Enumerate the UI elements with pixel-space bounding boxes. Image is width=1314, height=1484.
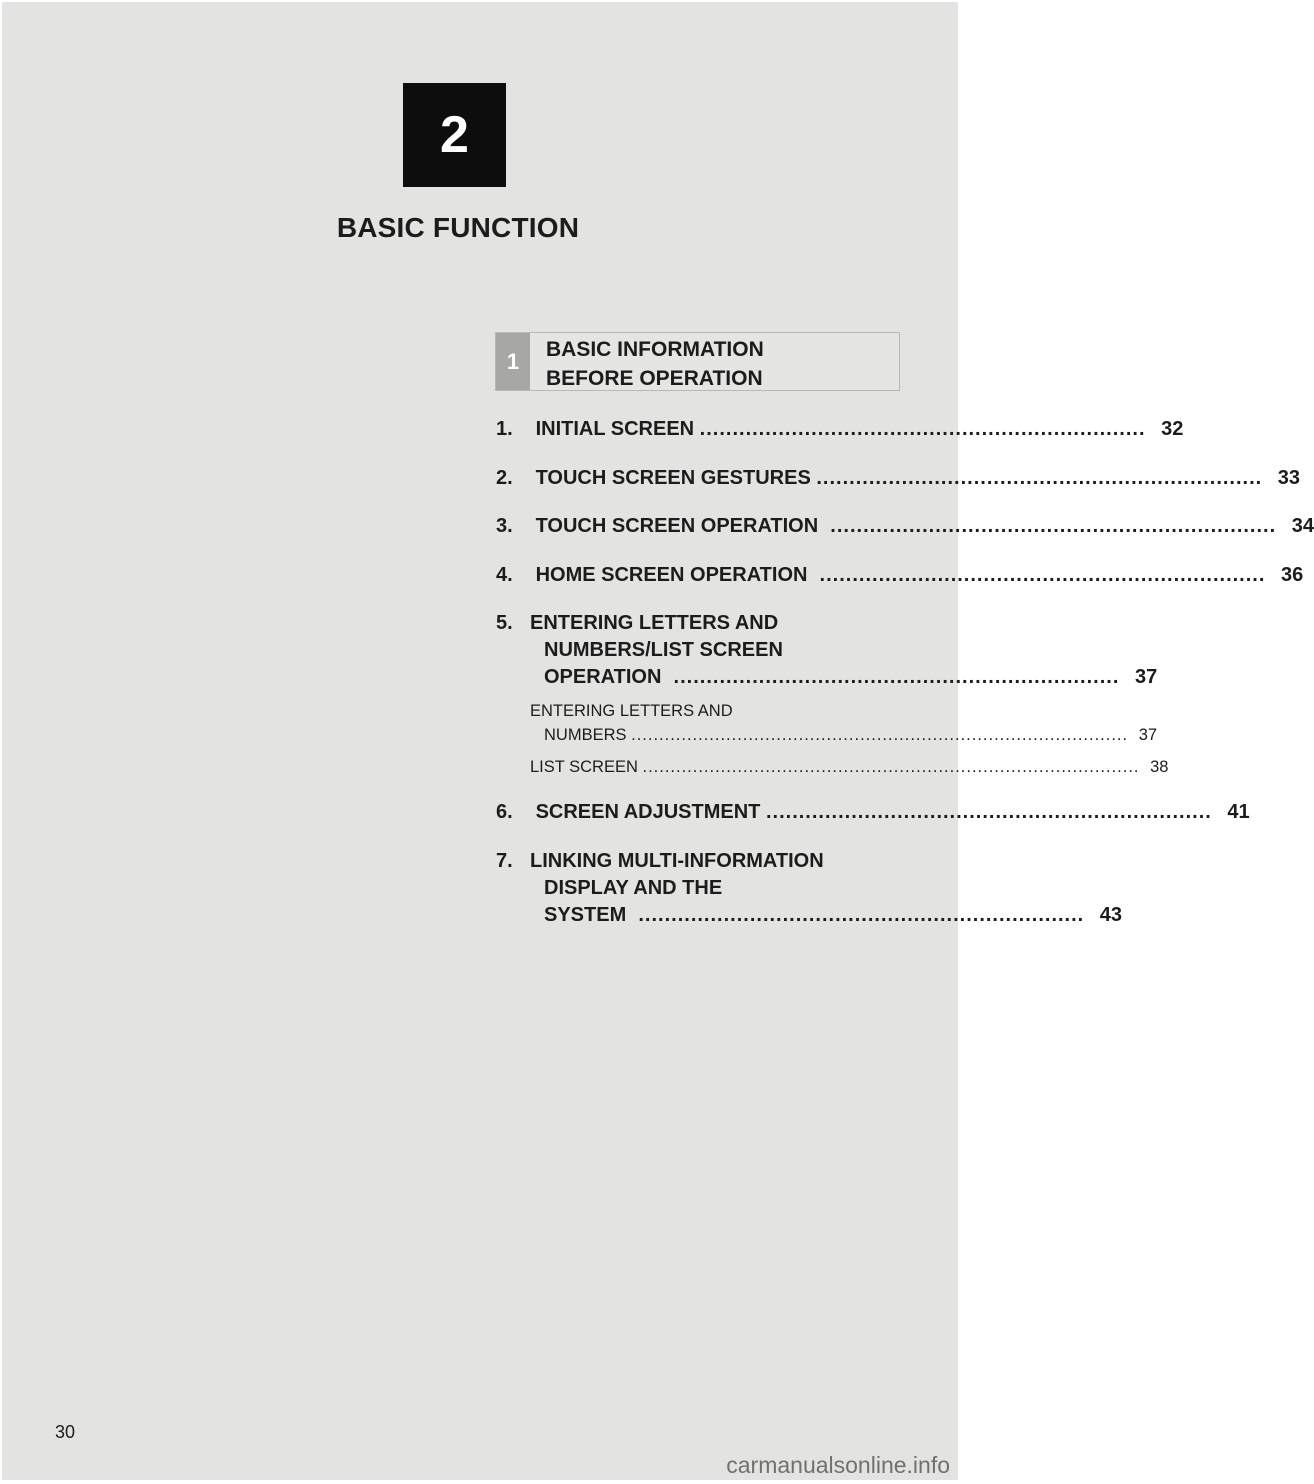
toc-entry-title: TOUCH SCREEN OPERATION bbox=[535, 515, 819, 537]
toc-subentry-entering-letters-and-numbers[interactable]: ENTERING LETTERS AND NUMBERS ......................................................................................... 37 bbox=[530, 699, 901, 747]
toc-entry-number: 2. bbox=[496, 467, 513, 489]
toc-entry-title: SCREEN ADJUSTMENT bbox=[535, 801, 761, 823]
section-header bbox=[495, 332, 900, 391]
toc-entry-title-cont: NUMBERS/LIST SCREEN bbox=[544, 639, 783, 661]
toc-entry-number: 3. bbox=[496, 515, 513, 537]
toc-entry-page: 34 bbox=[1291, 515, 1314, 537]
toc-entry-number: 7. bbox=[496, 850, 513, 872]
toc-entry-title-cont: DISPLAY AND THE bbox=[544, 877, 723, 899]
section-number: 1 bbox=[496, 333, 530, 390]
toc-entry-entering-letters[interactable]: 5. ENTERING LETTERS AND NUMBERS/LIST SCREEN OPERATION .................................................................... 37 bbox=[496, 612, 1158, 688]
chapter-number: 2 bbox=[440, 106, 469, 164]
toc-subentry-page: 37 bbox=[1138, 726, 1158, 744]
toc-entry-title-cont: OPERATION bbox=[544, 666, 662, 688]
toc-entry-page: 41 bbox=[1227, 801, 1250, 823]
toc-entry-title: HOME SCREEN OPERATION bbox=[535, 564, 808, 586]
toc-entry-touch-screen-operation[interactable]: 3. TOUCH SCREEN OPERATION .................................................................... 34 bbox=[496, 513, 901, 540]
toc-entry-number: 1. bbox=[496, 418, 513, 440]
toc-subentry-page: 38 bbox=[1150, 758, 1169, 776]
toc-entry-page: 43 bbox=[1099, 904, 1123, 926]
manual-page bbox=[2, 2, 1314, 1480]
section-title bbox=[546, 335, 764, 393]
toc-entry-touch-screen-gestures[interactable]: 2. TOUCH SCREEN GESTURES .................................................................... 33 bbox=[496, 465, 901, 492]
watermark-text: carmanualsonline.info bbox=[726, 1452, 950, 1478]
chapter-title: BASIC FUNCTION bbox=[336, 212, 580, 243]
toc-entry-title: INITIAL SCREEN bbox=[535, 418, 695, 440]
toc-entry-home-screen-operation[interactable]: 4. HOME SCREEN OPERATION .................................................................... 36 bbox=[496, 562, 901, 589]
toc-entry-page: 37 bbox=[1134, 666, 1158, 688]
section-title-line1: BASIC INFORMATION bbox=[546, 338, 764, 361]
toc-entry-page: 32 bbox=[1161, 418, 1184, 440]
toc-subentry-title-cont: NUMBERS bbox=[544, 726, 627, 744]
toc-entry-linking-multi-information[interactable]: 7. LINKING MULTI-INFORMATION DISPLAY AND THE SYSTEM .................................................................... 43 bbox=[496, 850, 1123, 926]
toc-entry-page: 36 bbox=[1280, 564, 1304, 586]
toc-subentry-list-screen[interactable]: LIST SCREEN ......................................................................................... 38 bbox=[530, 758, 1169, 776]
toc-entry-title: TOUCH SCREEN GESTURES bbox=[535, 467, 811, 489]
page-number: 30 bbox=[55, 1422, 76, 1442]
toc-entry-initial-screen[interactable]: 1. INITIAL SCREEN .................................................................... 32 bbox=[496, 416, 901, 443]
toc-entry-title: LINKING MULTI-INFORMATION bbox=[530, 850, 824, 872]
toc-subentry-title: LIST SCREEN bbox=[530, 758, 638, 776]
toc-entry-page: 33 bbox=[1277, 467, 1301, 489]
toc-entry-number: 5. bbox=[496, 612, 513, 634]
toc-entry-number: 6. bbox=[496, 801, 513, 823]
chapter-number-box bbox=[403, 83, 506, 187]
section-title-line2: BEFORE OPERATION bbox=[546, 367, 763, 390]
toc-subentry-title: ENTERING LETTERS AND bbox=[530, 702, 733, 720]
toc-entry-number: 4. bbox=[496, 564, 513, 586]
toc-entry-title: ENTERING LETTERS AND bbox=[530, 612, 779, 634]
toc-entry-title-cont: SYSTEM bbox=[544, 904, 627, 926]
toc-entry-screen-adjustment[interactable]: 6. SCREEN ADJUSTMENT .................................................................... 41 bbox=[496, 799, 901, 826]
